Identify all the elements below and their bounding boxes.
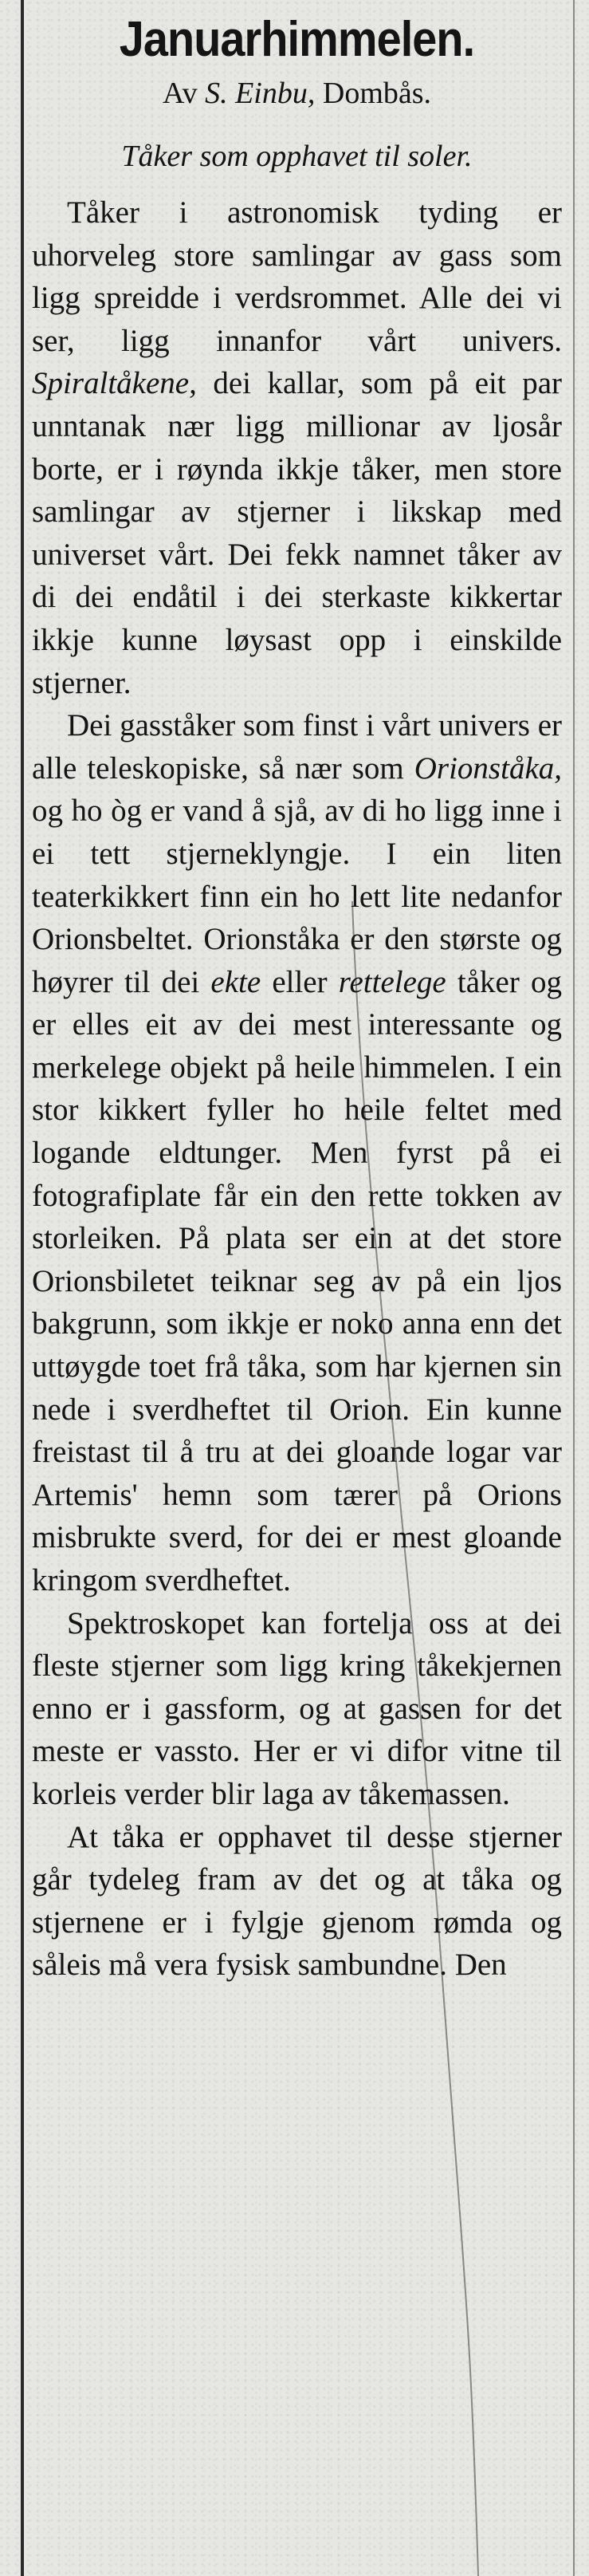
article-column [32, 11, 562, 1987]
paragraph-text: Spektroskopet kan fortelja oss at dei fleste stjerner som ligg kring tåkekjernen enno er i gassform, og at gassen for det meste er vassto. Her er vi difor vitne til korleis verder blir laga av tåkemassen. [32, 1605, 562, 1811]
paragraph-text: Tåker i astronomisk tyding er uhorveleg store samlingar av gass som ligg spreidde i verdsrommet. Alle dei vi ser, ligg innanfor vårt univers. [32, 195, 562, 358]
author-name: S. Einbu, [205, 77, 316, 110]
emphasized-term: Orionståka, [414, 750, 562, 786]
paragraph-text: Dei gasståker som finst i vårt univers er alle teleskopiske, så nær som [32, 708, 562, 786]
subheading: Tåker som opphavet til soler. [121, 140, 473, 173]
paragraph-text: dei kallar, som på eit par unntanak nær ligg millionar av ljosår borte, er i røynda ikkje tåker, men store samlingar av stjerner i likskap med universet vårt. Dei fekk namnet tåker av di dei endåtil i dei sterkaste kikkertar ikkje kunne løysast opp i einskilde stjerner. [32, 366, 562, 700]
headline: Januarhimmelen. [119, 12, 475, 67]
paragraph-text: eller [261, 964, 339, 999]
emphasized-term: Spiraltåkene, [32, 366, 197, 401]
paragraph-text: tåker og er elles eit av dei mest interessante og merkelege objekt på heile himmelen. I ein stor kikkert fyller ho heile feltet med logande eldtunger. Men fyrst på ei fotografiplate får ein den rette tokken av storleiken. På plata ser ein at det store Orionsbiletet teiknar seg av på ein ljos bakgrunn, som ikkje er noko anna enn det uttøygde toet frå tåka, som har kjernen sin nede i sverdheftet til Orion. Ein kunne freistast til å tru at dei gloande logar var Artemis' hemn som tærer på Orions misbrukte sverd, for dei er mest gloande kringom sverdheftet. [32, 964, 563, 1597]
article-paragraph [32, 1816, 562, 1987]
byline-prefix: Av [162, 77, 198, 110]
article-paragraph [32, 704, 562, 1601]
emphasized-term: ekte [210, 964, 261, 999]
author-place: Dombås. [322, 77, 432, 110]
byline [32, 73, 562, 113]
column-rule-right [573, 0, 575, 2576]
article-paragraph [32, 1602, 562, 1816]
article-body [32, 191, 562, 1987]
paragraph-text: At tåka er opphavet til desse stjerner går tydeleg fram av det og at tåka og stjernene er i fylgje gjenom rømda og såleis må vera fysisk sambundne. Den [32, 1819, 562, 1983]
article-paragraph [32, 191, 562, 704]
column-rule-left [21, 0, 24, 2576]
emphasized-term: rettelege [338, 964, 446, 999]
paragraph-text: og ho òg er vand å sjå, av di ho ligg inne i ei tett stjerneklyngje. I ein liten teaterkikkert finn ein ho lett lite nedanfor Orionsbeltet. Orionståka er den største og høyrer til dei [32, 794, 562, 999]
